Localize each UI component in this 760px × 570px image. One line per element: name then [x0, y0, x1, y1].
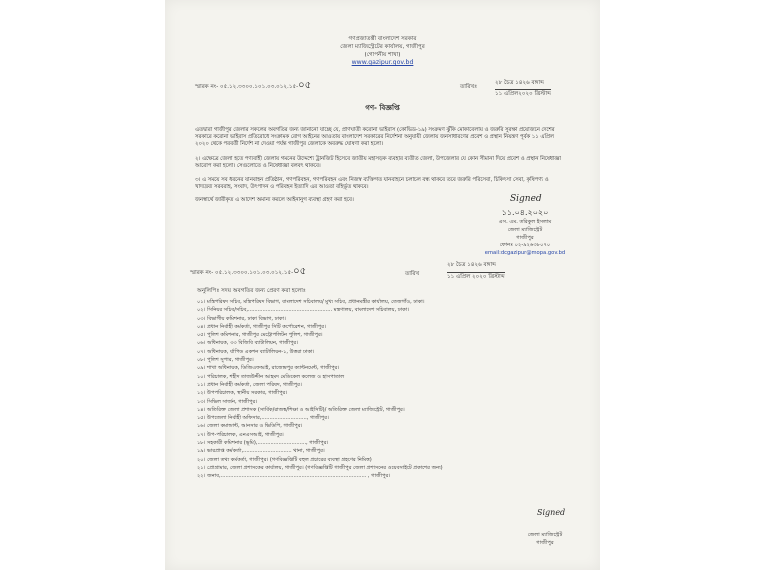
list-item: ২২। জনাব,.......................................................................................... , গাজীপুর। — [197, 473, 391, 480]
govt-name: গণপ্রজাতন্ত্রী বাংলাদেশ সরকার — [348, 36, 417, 42]
signature-block-2 — [500, 532, 590, 548]
notice-paragraph-1: এতদ্বারা গাজীপুর জেলার সকলের অবগতির জন্য জানানো যাচ্ছে যে, প্রাণঘাতী করোনা ভাইরাস (কোভিড-১৯) সংক্রমণ ঝুঁকি মোকাবেলায় ও জরুরি সুরক্ষা প্রয়োজনে দেশের সরকারে করোনা ভাইরাস প্রতিরোধে সংক্রামক রোগ আইনের আওতায় বাংলাদেশ সরকারের নির্দেশনা অনুযায়ী জেলায় জনসাধারণের প্রবেশ ও প্রস্থান নিয়ন্ত্রণ পূর্বক ১১ এপ্রিল ২০২০ থেকে পরবর্তী নির্দেশ না দেওয়া পর্যন্ত গাজীপুর জেলাকে অবরুদ্ধ ঘোষণা করা হলো। — [195, 127, 555, 147]
list-item: ২০। জেলা তথ্য কর্মকর্তা, গাজীপুর। (গণবিজ্ঞপ্তিটি বহুল প্রচারের ব্যবস্থা গ্রহণের নিমিত্ত) — [197, 456, 372, 463]
notice-paragraph-2: ২। এক্ষেত্রে জেলা হতে পণ্যবাহী জেলায় গমনের উদ্দেশ্যে ট্রানজিট হিসেবে জাতীয় মহাসড়ক ব্যবহার ব্যতীত জেলা, উপজেলার যে কোন সীমানা দিয়ে প্রবেশ ও প্রস্থান নিষেধাজ্ঞা আরোপ করা হলো। সেগুলোতে ও নিষেধাজ্ঞা বলবৎ থাকবে। — [195, 156, 561, 169]
list-item: ০৯। শাখা অধিনায়ক, ডিজিএফআই, রাজেন্দ্রপুর ক্যান্টনমেন্ট, গাজীপুর। — [197, 365, 340, 372]
list-item: ০১। মন্ত্রিপরিষদ সচিব, মন্ত্রিপরিষদ বিভাগ, বাংলাদেশ সচিবালয়/ মুখ্য সচিব, প্রধানমন্ত্রীর কার্যালয়, তেজগাঁও, ঢাকা। — [197, 299, 425, 305]
signatory-phone: ফোনঃ ০২-৯২৬৩৮০৭০ — [499, 242, 551, 249]
signature-scrawl: Signed — [510, 194, 542, 204]
signatory-location: গাজীপুর — [516, 234, 534, 241]
notice-paragraph-4: জনস্বার্থে জারীকৃত এ আদেশ অমান্য করলে আইনানুগ ব্যবস্থা গ্রহণ করা হবে। — [195, 197, 354, 203]
distribution-intro: অনুলিপিঃ সদয় অবগতির জন্য প্রেরণ করা হলোঃ — [197, 288, 306, 294]
list-item: ০৮। পুলিশ সুপার, গাজীপুর। — [197, 357, 254, 364]
list-item: ১৪। অতিরিক্ত জেলা প্রশাসক (সার্বিক/রাজস্ব/শিক্ষা ও আইসিটি)/ অতিরিক্ত জেলা ম্যাজিস্ট্রেট, গাজীপুর। — [197, 406, 405, 413]
list-item: ১২। উপপরিচালক, স্থানীয় সরকার, গাজীপুর। — [197, 390, 288, 397]
memo2-date-english: ১১ এপ্রিল ২০২০ খ্রিস্টাব্দ — [447, 274, 505, 280]
list-item: ০৬। অধিনায়ক, ৩৩ বিজিবি ব্যাটালিয়ন, গাজীপুর। — [197, 340, 299, 347]
list-item: ১০। পরিচালক, শহীদ তাজউদ্দীন আহমদ মেডিকেল কলেজ ও হাসপাতাল — [197, 373, 345, 380]
section-name: (গোপনীয় শাখা) — [364, 52, 401, 59]
notice-document — [165, 0, 600, 570]
list-item: ০৫। পুলিশ কমিশনার, গাজীপুর মেট্রোপলিটন পুলিশ, গাজীপুর। — [197, 332, 323, 339]
signatory-name: এস. এম. তরিকুল ইসলাম — [498, 219, 552, 225]
list-item: ১১। প্রধান নির্বাহী কর্মকর্তা, জেলা পরিষদ, গাজীপুর। — [197, 381, 302, 388]
list-item: ১৭। উপ-পরিচালক, এনএসআই, গাজীপুর। — [197, 431, 284, 438]
website-link[interactable]: www.gazipur.gov.bd — [351, 59, 414, 67]
memo-date-label: তারিখঃ — [460, 84, 478, 90]
list-item: ১৩। সিভিল সার্জন, গাজীপুর। — [197, 398, 258, 405]
list-item: ১৮। সহকারী কমিশনার (ভূমি),.............................., গাজীপুর। — [197, 440, 329, 447]
list-item: ০৭। অধিনায়ক, র্যাপিড একশন ব্যাটালিয়ন-১, উত্তরা ঢাকা। — [197, 348, 315, 355]
office-name: জেলা ম্যাজিস্ট্রেটের কার্যালয়, গাজীপুর — [340, 44, 425, 51]
list-item: ০২। সিনিয়র সচিব/সচিব,.................................................... মন্ত্রণালয়, বাংলাদেশ সচিবালয়, ঢাকা। — [197, 307, 409, 314]
memo-date-bangla: ২৮ চৈত্র ১৪২৬ বঙ্গাব্দ — [495, 80, 544, 86]
distribution-list — [197, 298, 527, 481]
memo2-date-label: তারিখ — [405, 271, 420, 277]
memo2-ref-text: স্মারক নং- ০৫.১২.৩৩০০.১০১.০৩.০১২.১৫- — [190, 270, 294, 276]
list-item: ১৯। ভারপ্রাপ্ত কর্মকর্তা,.............................. থানা, গাজীপুর। — [197, 448, 325, 455]
notice-title: গণ- বিজ্ঞপ্তি — [365, 104, 400, 112]
memo-ref-number: ০৫ — [298, 80, 312, 91]
list-item: ০৩। বিভাগীয় কমিশনার, ঢাকা বিভাগ, ঢাকা। — [197, 315, 286, 322]
signatory-designation-2: জেলা ম্যাজিস্ট্রেট — [527, 532, 563, 538]
memo-date-english: ১১ এপ্রিল২০২০ খ্রিস্টাব্দ — [495, 91, 551, 97]
letterhead — [165, 35, 600, 68]
signature-date: ১১.০৪.২০২০ — [501, 208, 549, 217]
signature-block — [470, 207, 580, 258]
memo2-ref-number: ০৫ — [293, 266, 307, 277]
signature-scrawl-2: Signed — [537, 508, 566, 517]
list-item: ১৬। জেলা কমান্ডান্ট, আনসার ও ভিডিপি, গাজীপুর। — [197, 423, 303, 430]
signatory-location-2: গাজীপুর — [536, 539, 554, 546]
list-item: ১৫। উপজেলা নির্বাহী অফিসার,............................, গাজীপুর। — [197, 415, 329, 422]
memo-reference-2 — [190, 266, 306, 279]
list-item: ২১। প্রোগ্রামার, জেলা প্রশাসকের কার্যালয়, গাজীপুর। (গণবিজ্ঞপ্তিটি গাজীপুর জেলা প্রশাসনের ওয়েবসাইটে প্রকাশের জন্য) — [197, 464, 443, 471]
list-item: ০৪। প্রধান নির্বাহী কর্মকর্তা, গাজীপুর সিটি কর্পোরেশন, গাজীপুর। — [197, 323, 326, 330]
memo2-date-bangla: ২৮ চৈত্র ১৪২৬ বঙ্গাব্দ — [447, 262, 496, 268]
memo-reference — [195, 80, 311, 93]
signatory-designation: জেলা ম্যাজিস্ট্রেট — [507, 226, 543, 233]
signatory-email[interactable]: email:dcgazipur@mopa.gov.bd — [484, 250, 566, 257]
notice-paragraph-3: ৩। এ সময়ে সব ধরনের যানবাহন প্রতিষ্ঠান, গণপরিবহন, গণপরিবহন এবং নিজস্ব ব্যক্তিগত যানবাহনে চলাচল বন্ধ থাকবে তবে জরুরি পরিসেবা, চিকিৎসা সেবা, কৃষিপণ্য ও খাদ্যদ্রব্য সরবরাহ, সংবাদ, উৎপাদন ও পরিবহন ইত্যাদি এর আওতা বহির্ভূত থাকবে। — [195, 177, 549, 190]
memo-ref-text: স্মারক নং- ০৫.১২.৩৩০০.১০১.০৩.০১২.১৫- — [195, 84, 299, 90]
